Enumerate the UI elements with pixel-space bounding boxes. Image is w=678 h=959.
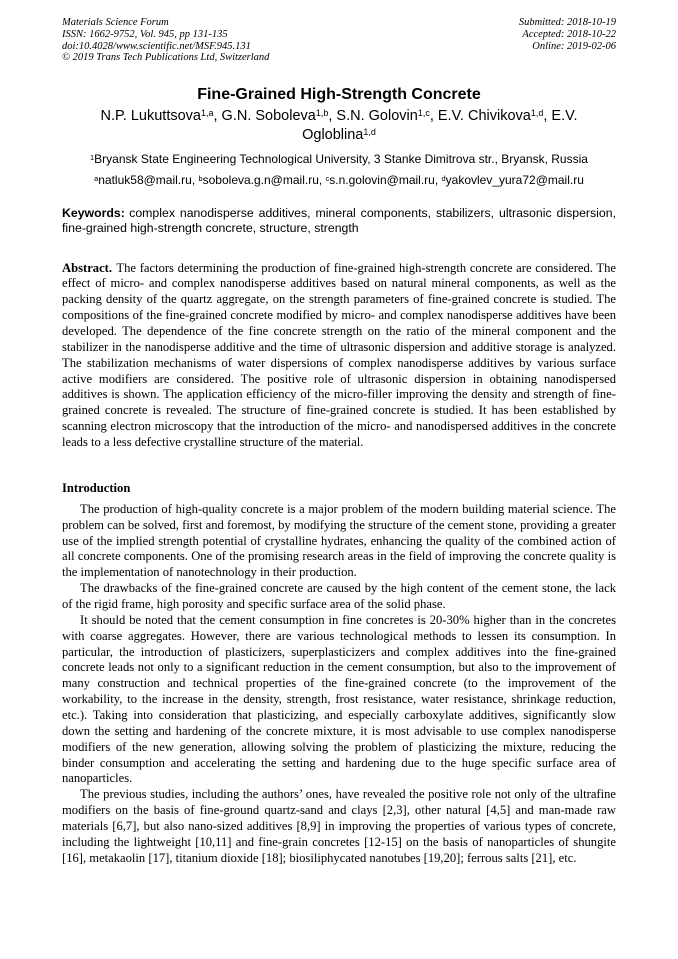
affiliation-text: Bryansk State Engineering Technological University, 3 Stanke Dimitrova str., Bryansk, Russia (94, 152, 588, 167)
paper-title: Fine-Grained High-Strength Concrete (197, 86, 481, 103)
abstract-text: The factors determining the production of fine-grained high-strength concrete are considered. The effect of micro- and complex nanodisperse additives based on natural mineral components, as well as the packing density of the quartz aggregate, on the strength parameters of fine-grained concrete is studied. The compositions of the fine-grained concrete modified by micro- and complex nanodisperse additives have been developed. The dependence of the fine concrete strength on the ratio of the mineral component and the stabilizer in the nanodisperse additive and the time of ultrasonic dispersion and additive storage is analyzed. The stabilization mechanisms of water dispersions of complex nanodisperse additives by various surface active modifiers are considered. The positive role of ultrasonic dispersion in obtaining nanodispersed additives is shown. The application efficiency of the micro-filler improving the density and strength of fine-grained concrete is revealed. The structure of fine-grained concrete is studied. It has been established by scanning electron microscopy that the introduction of the micro- and nanodispersed additives in the concrete leads to a less defective crystalline structure of the material. (62, 260, 616, 449)
paragraph: It should be noted that the cement consumption in fine concretes is 20-30% higher than in the concretes with coarse aggregates. However, there are various technological methods to lessen its consumption. In particular, the introduction of plasticizers, superplasticizers and complex additives into the fine-grained concrete leads not only to a significant reduction in the cement consumption, but also to the improvement of many construction and technical properties of the fine-grained concrete (to the improvement of the workability, to the increase in the density, strength, frost resistance, water resistance, shrinkage reduction, etc.). Taking into consideration that plasticizing, and especially carboxylate additives, significantly slow down the setting and hardening of the concrete mixture, it is most advisable to use complex nanodisperse modifiers of the new generation, allowing solving the problem of plasticizing the mixture, reducing the binder consumption and accelerating the setting and hardening due to the huge specific surface area of nanoparticles. (62, 612, 616, 786)
accepted-date: Accepted: 2018-10-22 (522, 28, 616, 40)
affiliation-superscript: 1 (90, 152, 95, 162)
paragraph: The drawbacks of the fine-grained concrete are caused by the high content of the cement stone, the lack of the rigid frame, high porosity and specific surface area of the solid phase. (62, 581, 616, 612)
paragraph: The production of high-quality concrete is a major problem of the modern building material science. The problem can be solved, first and foremost, by modifying the structure of the cement stone, providing a greater use of the implied strength potential of crystalline hydrates, enhancing the quality of the combined action of all concrete components. One of the promising research areas in the field of improving the concrete quality is the implementation of nanotechnology in their production. (62, 501, 616, 580)
journal-name: Materials Science Forum (62, 17, 169, 28)
paragraph: The previous studies, including the authors’ ones, have revealed the positive role not only of the ultrafine modifiers on the basis of fine-ground quartz-sand and clays [2,3], other natural [4,5] and man-made raw materials [6,7], but also nano-sized additives [8,9] in improving the properties of various types of concrete, including the lightweight [10,11] and fine-grain concretes [12-15] on the basis of nanoparticles of shungite [16], metakaolin [17], titanium dioxide [18]; biosiliphycated nanotubes [19,20]; ferrous salts [21], etc. (62, 787, 616, 865)
submission-dates (519, 17, 616, 64)
journal-info (62, 17, 269, 64)
journal-copyright: © 2019 Trans Tech Publications Ltd, Switzerland (62, 52, 270, 64)
affiliation (62, 152, 616, 167)
introduction-paragraphs (62, 502, 616, 867)
journal-issn-volume: ISSN: 1662-9752, Vol. 945, pp 131-135 (62, 28, 228, 40)
email-line: $^a$natluk58@mail.ru, $^b$soboleva.g.n@mail.ru, $^c$s.n.golovin@mail.ru, $^d$yakovlev_yura72@mail.ru (94, 173, 584, 188)
abstract-block (62, 261, 616, 451)
section-heading-introduction: Introduction (62, 480, 131, 495)
abstract-label: Abstract. (62, 260, 113, 275)
author-line: N.P. Lukuttsova$^{1,a}$, G.N. Soboleva$^{1,b}$, S.N. Golovin$^{1,c}$, E.V. Chivikova$^{1,d}$, E.V. Ogloblina$^{1,d}$ (100, 108, 578, 144)
online-date: Online: 2019-02-06 (532, 40, 616, 52)
journal-doi: doi:10.4028/www.scientific.net/MSF.945.131 (62, 40, 251, 52)
page-header (62, 17, 616, 64)
submitted-date: Submitted: 2018-10-19 (518, 17, 616, 28)
keywords-label: Keywords: (62, 206, 125, 221)
keywords-text: complex nanodisperse additives, mineral components, stabilizers, ultrasonic dispersion, fine-grained high-strength concrete, structure, strength (62, 206, 616, 236)
keywords-block (62, 206, 616, 236)
